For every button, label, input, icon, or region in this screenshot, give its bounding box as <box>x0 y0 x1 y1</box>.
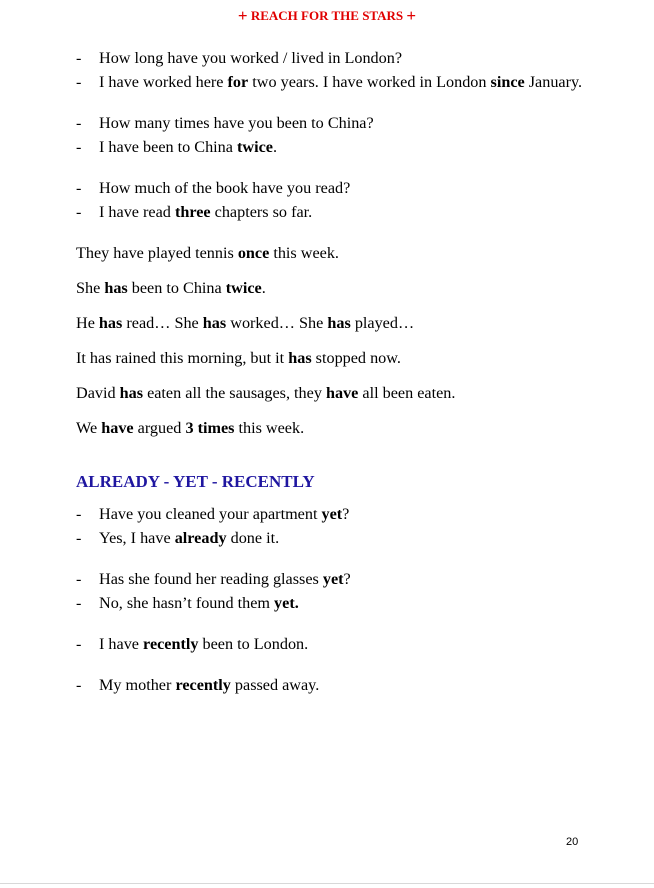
text-run: been to London. <box>198 635 309 653</box>
example-group <box>76 673 616 697</box>
example-sentences <box>76 241 616 440</box>
list-item-text <box>99 632 616 656</box>
list-item <box>76 135 616 159</box>
text-run: I have <box>99 635 144 653</box>
list-item-text <box>99 591 616 615</box>
text-run: I have read <box>99 203 175 221</box>
dash-bullet: - <box>76 594 82 612</box>
plus-icon-right: + <box>406 6 417 25</box>
example-sentence <box>76 381 616 405</box>
text-run: How many times have you been to China? <box>99 114 374 132</box>
text-run: passed away. <box>230 676 320 694</box>
text-run: all been eaten. <box>358 384 456 402</box>
text-run: two years. I have worked in London <box>248 73 491 91</box>
text-run: January. <box>524 73 583 91</box>
bold-text: once <box>237 244 270 262</box>
text-run: Yes, I have <box>99 529 175 547</box>
text-run: We <box>76 419 102 437</box>
bold-text: yet <box>322 570 344 588</box>
list-item <box>76 673 616 697</box>
dash-bullet: - <box>76 505 82 523</box>
page-number: 20 <box>566 836 579 848</box>
bold-text: recently <box>143 635 199 653</box>
bold-text: twice <box>237 138 273 156</box>
bold-text: have <box>325 384 359 402</box>
text-run: this week. <box>234 419 305 437</box>
example-sentence <box>76 311 616 335</box>
bold-text: for <box>227 73 249 91</box>
text-run: He <box>76 314 99 332</box>
text-run: worked… She <box>226 314 328 332</box>
text-run: Have you cleaned your apartment <box>99 505 322 523</box>
example-sentence <box>76 276 616 300</box>
example-group <box>76 632 616 656</box>
text-run: How long have you worked / lived in London? <box>99 49 403 67</box>
text-run: I have worked here <box>99 73 228 91</box>
list-item-text <box>99 567 616 591</box>
text-run: been to China <box>127 279 226 297</box>
bold-text: twice <box>225 279 262 297</box>
example-group <box>76 46 616 94</box>
list-item-text <box>99 526 616 550</box>
example-sentence <box>76 346 616 370</box>
list-item-text <box>99 200 616 224</box>
section-examples-list <box>76 502 616 697</box>
text-run: ? <box>343 570 351 588</box>
dash-bullet: - <box>76 203 82 221</box>
dash-bullet: - <box>76 570 82 588</box>
text-run: . <box>261 279 266 297</box>
text-run: David <box>76 384 120 402</box>
text-run: played… <box>350 314 415 332</box>
text-run: I have been to China <box>99 138 237 156</box>
text-run: ? <box>342 505 350 523</box>
example-group <box>76 502 616 550</box>
list-item <box>76 591 616 615</box>
text-run: this week. <box>269 244 339 262</box>
bottom-divider <box>0 883 654 884</box>
text-run: done it. <box>226 529 280 547</box>
text-run: eaten all the sausages, they <box>143 384 326 402</box>
list-item <box>76 70 616 94</box>
list-item <box>76 176 616 200</box>
text-run: read… She <box>122 314 203 332</box>
dash-bullet: - <box>76 529 82 547</box>
text-run: My mother <box>99 676 176 694</box>
page-header <box>0 6 654 26</box>
bold-text: have <box>101 419 134 437</box>
list-item <box>76 46 616 70</box>
list-item-text <box>99 673 616 697</box>
bold-text: has <box>327 314 351 332</box>
list-item <box>76 502 616 526</box>
example-group <box>76 111 616 159</box>
example-group <box>76 176 616 224</box>
text-run: How much of the book have you read? <box>99 179 351 197</box>
plus-icon-left: + <box>237 6 248 25</box>
bold-text: recently <box>175 676 231 694</box>
text-run: She <box>76 279 105 297</box>
section-title: ALREADY - YET - RECENTLY <box>76 472 315 491</box>
header-title: REACH FOR THE STARS <box>250 8 404 23</box>
bold-text: yet <box>321 505 343 523</box>
dash-bullet: - <box>76 138 82 156</box>
list-item <box>76 632 616 656</box>
text-run: argued <box>133 419 186 437</box>
example-group <box>76 567 616 615</box>
list-item-text <box>99 70 616 94</box>
dash-bullet: - <box>76 114 82 132</box>
bold-text: has <box>288 349 312 367</box>
examples-list <box>76 46 616 224</box>
list-item-text <box>99 502 616 526</box>
bold-text: yet. <box>274 594 299 612</box>
page-content <box>76 46 616 714</box>
dash-bullet: - <box>76 635 82 653</box>
list-item <box>76 526 616 550</box>
text-run: No, she hasn’t found them <box>99 594 275 612</box>
list-item <box>76 200 616 224</box>
dash-bullet: - <box>76 73 82 91</box>
bold-text: already <box>174 529 227 547</box>
text-run: stopped now. <box>311 349 401 367</box>
example-sentence <box>76 241 616 265</box>
text-run: It has rained this morning, but it <box>76 349 289 367</box>
bold-text: has <box>119 384 144 402</box>
dash-bullet: - <box>76 49 82 67</box>
bold-text: 3 times <box>185 419 235 437</box>
bold-text: has <box>202 314 227 332</box>
list-item-text <box>99 111 616 135</box>
text-run: . <box>272 138 277 156</box>
list-item-text <box>99 46 616 70</box>
list-item <box>76 567 616 591</box>
bold-text: has <box>98 314 123 332</box>
list-item <box>76 111 616 135</box>
list-item-text <box>99 176 616 200</box>
bold-text: has <box>104 279 128 297</box>
dash-bullet: - <box>76 179 82 197</box>
example-sentence <box>76 416 616 440</box>
list-item-text <box>99 135 616 159</box>
bold-text: since <box>490 73 525 91</box>
dash-bullet: - <box>76 676 82 694</box>
text-run: They have played tennis <box>76 244 238 262</box>
bold-text: three <box>174 203 211 221</box>
text-run: chapters so far. <box>210 203 313 221</box>
text-run: Has she found her reading glasses <box>99 570 323 588</box>
